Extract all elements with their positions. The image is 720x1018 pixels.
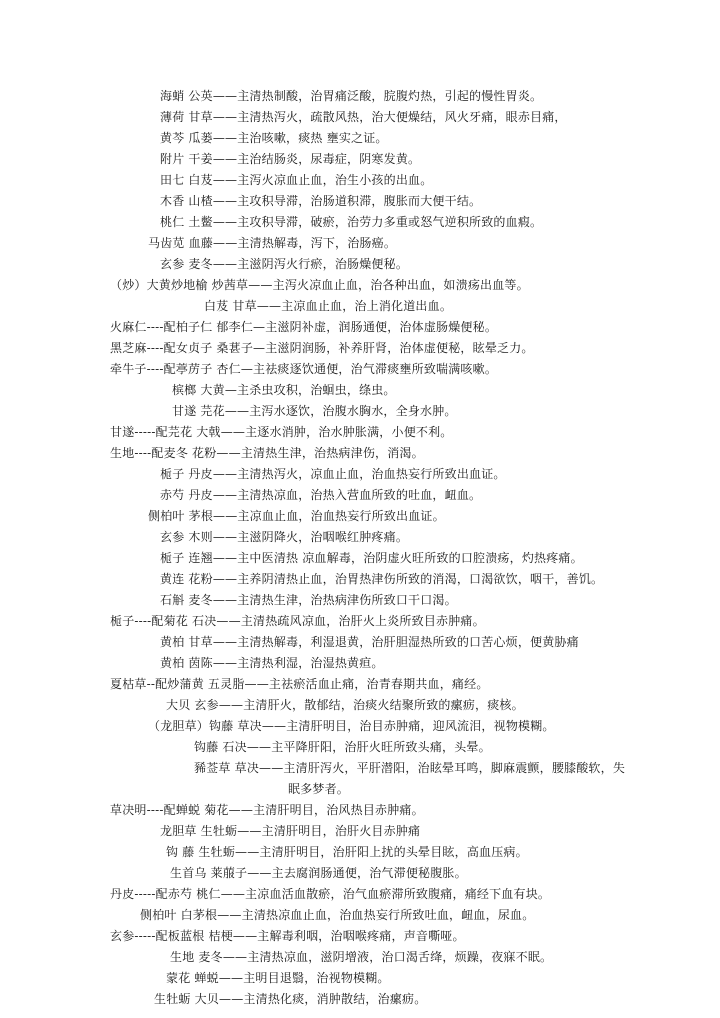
text-line: 钩藤 石决——主平降肝阳，治肝火旺所致头痛，头晕。 <box>194 740 491 754</box>
text-line: 生地 麦冬——主清热凉血，滋阴增液，治口渴舌绛，烦躁，夜寐不眠。 <box>170 950 553 964</box>
text-line: 生地----配麦冬 花粉——主清热生津，治热病津伤，消渴。 <box>110 446 424 460</box>
text-line: （炒）大黄炒地榆 炒茜草——主泻火凉血止血，治各种出血，如溃疡出血等。 <box>110 278 529 292</box>
text-line: 夏枯草--配炒蒲黄 五灵脂——主祛瘀活血止痛，治青春期共血，痛经。 <box>110 677 489 691</box>
text-line: 钩 藤 生牡蛎——主清肝明目，治肝阳上扰的头晕目眩，高血压病。 <box>166 845 528 859</box>
text-line: 生牡蛎 大贝——主清热化痰，消肿散结，治瘰疬。 <box>154 992 427 1006</box>
text-line: 田七 白芨——主泻火凉血止血，治生小孩的出血。 <box>160 173 433 187</box>
text-line: 马齿苋 血藤——主清热解毒，泻下，治肠癌。 <box>148 236 397 250</box>
text-line: 玄参 麦冬——主滋阴泻火行瘀，治肠燥便秘。 <box>160 257 409 271</box>
text-line: 侧柏叶 白茅根——主清热凉血止血，治血热妄行所致吐血，衄血，尿血。 <box>140 908 535 922</box>
text-line: 栀子 连翘——主中医清热 凉血解毒，治阴虚火旺所致的口腔溃疡，灼热疼痛。 <box>160 551 583 565</box>
text-line: 火麻仁----配柏子仁 郁李仁—主滋阴补虚，润肠通便，治体虚肠燥便秘。 <box>110 320 498 334</box>
text-line: 黄柏 茵陈——主清热利湿，治湿热黄疸。 <box>160 656 384 670</box>
text-line: 玄参-----配板蓝根 桔梗——主解毒利咽，治咽喉疼痛，声音嘶哑。 <box>110 929 465 943</box>
text-line: 草决明----配蝉蜕 菊花——主清肝明目，治风热目赤肿痛。 <box>110 803 424 817</box>
text-line: 眠多梦者。 <box>288 782 350 796</box>
text-line: 桃仁 土鳖——主攻积导滞，破瘀，治劳力多重或怒气逆积所致的血瘕。 <box>160 215 543 229</box>
text-line: 黄芩 瓜蒌——主治咳嗽，痰热 壅实之证。 <box>160 131 388 145</box>
text-line: 黄柏 甘草——主清热解毒，利湿退黄，治肝胆湿热所致的口苦心烦，便黄胁痛 <box>160 635 579 649</box>
text-line: 牵牛子----配葶苈子 杏仁—主祛痰逐饮通便，治气滞痰壅所致喘满咳嗽。 <box>110 362 498 376</box>
text-line: 甘遂 芫花——主泻水逐饮，治腹水胸水，全身水肿。 <box>172 404 457 418</box>
text-line: 赤芍 丹皮——主清热凉血，治热入营血所致的吐血，衄血。 <box>160 488 482 502</box>
text-line: （龙胆草）钩藤 草决——主清肝明目，治目赤肿痛，迎风流泪，视物模糊。 <box>148 719 555 733</box>
text-line: 附片 干姜——主治结肠炎，尿毒症，阴寒发黄。 <box>160 152 421 166</box>
text-line: 栀子 丹皮——主清热泻火，凉血止血，治血热妄行所致出血证。 <box>160 467 506 481</box>
text-line: 木香 山楂——主攻积导滞，治肠道积滞，腹胀而大便干结。 <box>160 194 482 208</box>
text-line: 黄连 花粉——主养阴清热止血，治胃热津伤所致的消渴，口渴欲饮，咽干，善饥。 <box>160 572 604 586</box>
text-line: 甘遂-----配芫花 大戟——主逐水消肿，治水肿胀满，小便不利。 <box>110 425 453 439</box>
text-line: 石斛 麦冬——主清热生津，治热病津伤所致口干口渴。 <box>160 593 457 607</box>
text-line: 白芨 甘草——主凉血止血，治上消化道出血。 <box>204 299 453 313</box>
text-line: 蒙花 蝉蜕——主明目退翳，治视物模糊。 <box>166 971 390 985</box>
text-line: 大贝 玄参——主清肝火，散郁结，治痰火结聚所致的瘰疬，痰核。 <box>166 698 524 712</box>
text-line: 生首乌 莱菔子——主去腐润肠通便，治气滞便秘腹胀。 <box>170 866 467 880</box>
text-line: 栀子----配菊花 石决——主清热疏风凉血，治肝火上炎所致目赤肿痛。 <box>110 614 485 628</box>
text-line: 薄荷 甘草——主清热泻火，疏散风热，治大便燥结，风火牙痛，眼赤目痛， <box>160 110 567 124</box>
text-line: 龙胆草 生牡蛎——主清肝明目，治肝火目赤肿痛 <box>160 824 421 838</box>
text-line: 豨莶草 草决——主清肝泻火，平肝潜阳，治眩晕耳鸣，脚麻震颤，腰膝酸软，失 <box>194 761 626 775</box>
text-line: 黑芝麻----配女贞子 桑葚子—主滋阴润肠，补养肝肾，治体虚便秘，眩晕乏力。 <box>110 341 534 355</box>
text-line: 槟榔 大黄—主杀虫攻积，治蛔虫，绦虫。 <box>172 383 396 397</box>
text-line: 玄参 木则——主滋阴降火，治咽喉红肿疼痛。 <box>160 530 409 544</box>
text-line: 海蛸 公英——主清热制酸，治胃痛泛酸，脘腹灼热，引起的慢性胃炎。 <box>160 89 543 103</box>
text-line: 丹皮-----配赤芍 桃仁——主凉血活血散瘀，治气血瘀滞所致腹痛，痛经下血有块。 <box>110 887 551 901</box>
text-line: 侧柏叶 茅根——主凉血止血，治血热妄行所致出血证。 <box>148 509 445 523</box>
